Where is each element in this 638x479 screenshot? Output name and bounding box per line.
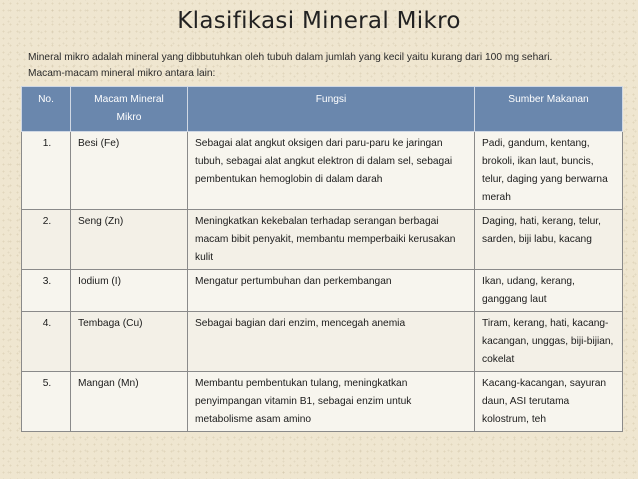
table-body xyxy=(22,132,623,432)
cell-sumber: Daging, hati, kerang, telur, sarden, biji labu, kacang xyxy=(475,210,623,270)
page-title: Klasifikasi Mineral Mikro xyxy=(177,8,461,34)
table-row xyxy=(22,210,623,270)
table-row xyxy=(22,270,623,312)
cell-no: 4. xyxy=(22,312,71,372)
cell-sumber: Padi, gandum, kentang, brokoli, ikan laut, buncis, telur, daging yang berwarna merah xyxy=(475,132,623,210)
table-row xyxy=(22,372,623,432)
table-header xyxy=(22,87,623,132)
cell-mineral: Mangan (Mn) xyxy=(71,372,188,432)
cell-fungsi: Sebagai alat angkut oksigen dari paru-paru ke jaringan tubuh, sebagai alat angkut elektron di dalam sel, sebagai pembentukan hemoglobin di dalam darah xyxy=(188,132,475,210)
cell-fungsi: Meningkatkan kekebalan terhadap serangan berbagai macam bibit penyakit, membantu memperbaiki kerusakan kulit xyxy=(188,210,475,270)
cell-mineral: Besi (Fe) xyxy=(71,132,188,210)
cell-no: 2. xyxy=(22,210,71,270)
cell-no: 5. xyxy=(22,372,71,432)
intro-line-list-lead: Macam-macam mineral mikro antara lain: xyxy=(28,68,216,79)
cell-no: 1. xyxy=(22,132,71,210)
cell-sumber: Tiram, kerang, hati, kacang-kacangan, unggas, biji-bijian, cokelat xyxy=(475,312,623,372)
header-sumber: Sumber Makanan xyxy=(475,87,623,132)
intro-text xyxy=(28,50,628,82)
header-no: No. xyxy=(22,87,71,132)
intro-line-definition: Mineral mikro adalah mineral yang dibbutuhkan oleh tubuh dalam jumlah yang kecil yaitu kurang dari 100 mg sehari. xyxy=(28,52,553,63)
cell-sumber: Kacang-kacangan, sayuran daun, ASI terutama kolostrum, teh xyxy=(475,372,623,432)
cell-fungsi: Mengatur pertumbuhan dan perkembangan xyxy=(188,270,475,312)
cell-mineral: Seng (Zn) xyxy=(71,210,188,270)
header-fungsi: Fungsi xyxy=(188,87,475,132)
cell-fungsi: Membantu pembentukan tulang, meningkatkan penyimpangan vitamin B1, sebagai enzim untuk metabolisme asam amino xyxy=(188,372,475,432)
table-row xyxy=(22,132,623,210)
cell-sumber: Ikan, udang, kerang, ganggang laut xyxy=(475,270,623,312)
cell-no: 3. xyxy=(22,270,71,312)
cell-fungsi: Sebagai bagian dari enzim, mencegah anemia xyxy=(188,312,475,372)
cell-mineral: Iodium (I) xyxy=(71,270,188,312)
header-row xyxy=(22,87,623,132)
cell-mineral: Tembaga (Cu) xyxy=(71,312,188,372)
header-mineral: Macam Mineral Mikro xyxy=(71,87,188,132)
mineral-table xyxy=(21,86,623,432)
table-row xyxy=(22,312,623,372)
